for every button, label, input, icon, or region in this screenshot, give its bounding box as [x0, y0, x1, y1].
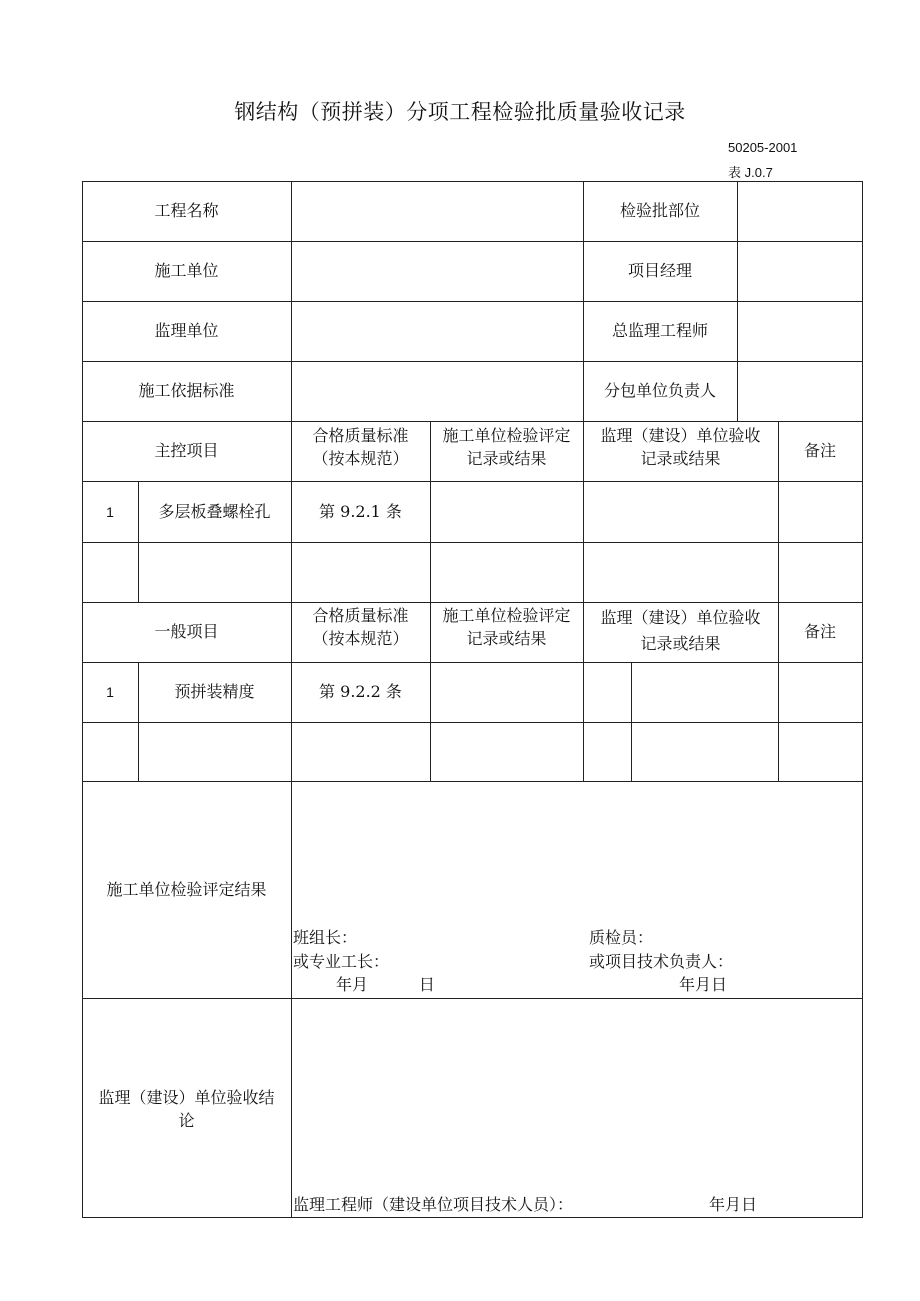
grid-line	[82, 602, 863, 603]
general-standard-header-1: 合格质量标准	[312, 606, 409, 625]
standard-code: 50205-2001	[728, 140, 798, 155]
page-title: 钢结构（预拼装）分项工程检验批质量验收记录	[234, 100, 686, 124]
grid-line	[862, 181, 863, 1218]
general-item-number: 1	[106, 684, 114, 700]
grid-line	[82, 481, 863, 482]
grid-line	[430, 421, 431, 782]
inspection-lot-location-label: 检验批部位	[619, 201, 700, 220]
grid-line	[82, 722, 863, 723]
main-remark-header: 备注	[803, 441, 836, 460]
general-label: 一般项目	[154, 622, 219, 641]
grid-line	[82, 542, 863, 543]
grid-line	[82, 1217, 863, 1218]
main-item-number: 1	[106, 504, 114, 520]
grid-line	[138, 662, 139, 782]
main-construction-header-1: 施工单位检验评定	[442, 426, 571, 445]
general-remark-header: 备注	[803, 622, 836, 641]
supervision-conclusion-label-1: 监理（建设）单位验收结	[98, 1088, 275, 1107]
main-item-name: 多层板叠螺栓孔	[158, 502, 271, 521]
grid-line	[82, 998, 863, 999]
grid-line	[82, 361, 863, 362]
construction-unit-label: 施工单位	[154, 261, 219, 280]
construction-date-left: 年月 日	[336, 975, 435, 994]
construction-standard-label: 施工依据标准	[138, 381, 235, 400]
supervision-unit-label: 监理单位	[154, 321, 219, 340]
grid-line	[82, 662, 863, 663]
grid-line	[82, 421, 863, 422]
general-supervision-header-2: 记录或结果	[640, 634, 721, 653]
subcontractor-lead-label: 分包单位负责人	[603, 381, 716, 400]
grid-line	[82, 301, 863, 302]
project-manager-label: 项目经理	[627, 261, 692, 280]
general-construction-header-2: 记录或结果	[466, 629, 547, 648]
general-supervision-header-1: 监理（建设）单位验收	[600, 608, 761, 627]
main-supervision-header-2: 记录或结果	[640, 449, 721, 468]
grid-line	[82, 781, 863, 782]
team-leader-label: 班组长：	[293, 928, 358, 947]
main-control-label: 主控项目	[154, 441, 219, 460]
main-item-clause: 第 9.2.1 条	[319, 502, 402, 521]
grid-line	[138, 481, 139, 602]
inspector-label: 质检员：	[589, 928, 654, 947]
supervising-engineer-label: 监理工程师（建设单位项目技术人员）：	[293, 1195, 574, 1214]
main-construction-header-2: 记录或结果	[466, 449, 547, 468]
general-item-name: 预拼装精度	[174, 682, 255, 701]
grid-line	[82, 181, 863, 182]
project-name-label: 工程名称	[154, 201, 219, 220]
supervision-conclusion-label-2: 论	[178, 1111, 195, 1130]
general-construction-header-1: 施工单位检验评定	[442, 606, 571, 625]
grid-line	[631, 662, 632, 782]
general-item-clause: 第 9.2.2 条	[319, 682, 402, 701]
grid-line	[82, 241, 863, 242]
main-standard-header-2: （按本规范）	[312, 449, 409, 468]
grid-line	[778, 421, 779, 782]
supervision-date: 年月日	[709, 1195, 758, 1214]
main-supervision-header-1: 监理（建设）单位验收	[600, 426, 761, 445]
construction-result-label: 施工单位检验评定结果	[106, 880, 267, 899]
chief-supervising-engineer-label: 总监理工程师	[611, 321, 708, 340]
construction-date-right: 年月日	[679, 975, 728, 994]
main-standard-header-1: 合格质量标准	[312, 426, 409, 445]
foreman-label: 或专业工长：	[293, 952, 390, 971]
tech-lead-label: 或项目技术负责人：	[589, 952, 734, 971]
grid-line	[737, 181, 738, 421]
table-code: 表 J.0.7	[728, 165, 773, 180]
general-standard-header-2: （按本规范）	[312, 629, 409, 648]
